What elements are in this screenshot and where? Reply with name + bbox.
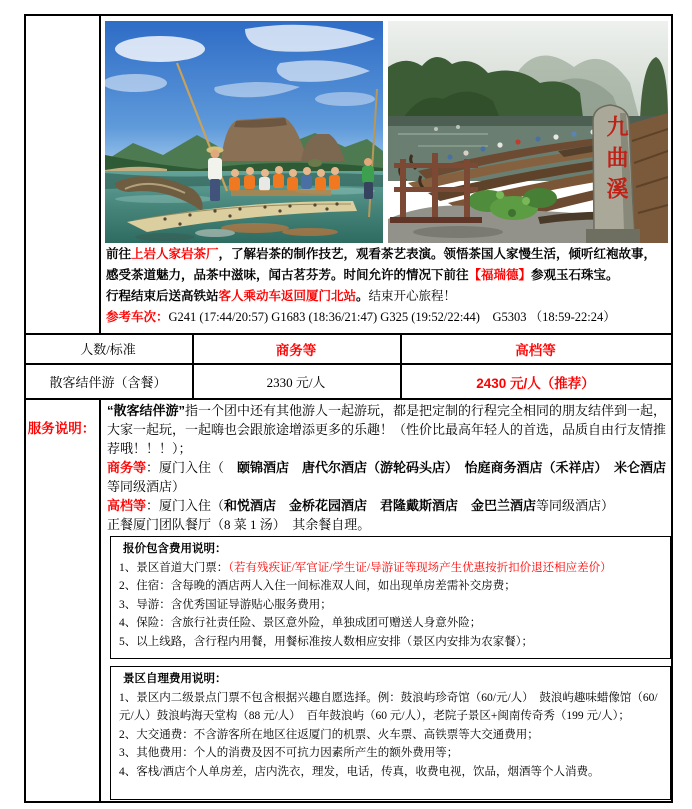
self-pay-fee-item: 1、景区内二级景点门票不包含根据兴趣自愿选择。例：鼓浪屿珍奇馆（60/元/人） 鼓浪屿趣味蜡像馆（60/元/人）鼓浪屿海天堂构（88 元/人） 百年鼓浪屿（60 元/人），老院子景区+闽南传奇秀（199 元/人）；: [119, 691, 658, 722]
itinerary-description: [106, 244, 668, 328]
grid-line: [99, 398, 101, 801]
included-fee-item: 5、以上线路，含行程内用餐，用餐标准按人数相应安排（景区内安排为农家餐）；: [119, 635, 533, 648]
included-fees-box: [110, 536, 671, 659]
grid-line: [24, 14, 673, 16]
included-fee-item: 4、保险：含旅行社责任险、景区意外险，单独成团可赠送人身意外险；: [119, 617, 482, 629]
grid-line: [671, 14, 673, 803]
grid-line: [24, 14, 26, 803]
self-pay-fee-item: 2、大交通费：不含游客所在地区往返厦门的机票、火车票、高铁票等大交通费用；: [119, 728, 539, 741]
pricing-header-highend: 高档等: [515, 342, 556, 358]
included-fee-item: 3、导游：含优秀国证导游贴心服务费用；: [119, 598, 332, 611]
wooden-railing: [390, 153, 482, 223]
service-note-body: [107, 401, 667, 534]
service-paragraph-meals: 正餐厦门团队餐厅（8 菜 1 汤） 其余餐自理。: [107, 517, 371, 532]
wuyishan-bamboo-raft-illustration: [105, 21, 383, 243]
pricing-business-price: 2330 元/人: [266, 375, 326, 390]
intro-paragraph-return: 行程结束后送高铁站客人乘动车返回厦门北站。结束开心旅程！: [106, 289, 457, 303]
intro-paragraph-tea-factory: 前往上岩人家岩茶厂，了解岩茶的制作技艺，观看茶艺表演。领悟茶国人家慢生活，倾听红袍故事，感受茶道魅力，品茶中滋味，闻古茗芬芳。时间允许的情况下前往【福瑞德】参观玉石珠宝。: [106, 247, 657, 282]
service-paragraph-business-hotels: 商务等：厦门入住（ 颐锦酒店 唐代尔酒店（游轮码头店） 怡庭商务酒店（禾祥店） 米仑酒店等同级酒店）: [107, 460, 667, 494]
included-fees-title: 报价包含费用说明：: [123, 543, 227, 555]
self-pay-fee-item: 4、客栈/酒店个人单房差，店内洗衣，理发，电话，传真，收费电视，饮品，烟酒等个人消费。: [119, 765, 600, 778]
grid-line: [99, 14, 101, 333]
self-pay-fee-item: 3、其他费用：个人的消费及因不可抗力因素所产生的额外费用等；: [119, 747, 459, 759]
service-paragraph-highend-hotels: 高档等：厦门入住（和悦酒店 金桥花园酒店 君隆戴斯酒店 金巴兰酒店等同级酒店）: [107, 498, 615, 513]
pricing-highend-price: 2430 元/人（推荐）: [476, 375, 595, 391]
included-fee-item: 2、住宿：含每晚的酒店两人入住一间标准双人间，如出现单房差需补交房费；: [119, 580, 516, 592]
self-pay-fees-title: 景区自理费用说明：: [123, 673, 227, 685]
wuyishan-bamboo-raft-photo: [105, 21, 383, 243]
included-fee-item: 1、景区首道大门票：（若有残疾证/军官证/学生证/导游证等现场产生优惠按折扣价退还相应差价）: [119, 561, 612, 574]
pricing-header-standard: 人数/标准: [80, 342, 136, 357]
service-note-label: 服务说明：: [27, 421, 96, 436]
grid-line: [24, 801, 673, 803]
pricing-header-business: 商务等: [275, 342, 317, 358]
self-pay-fees-box: [110, 666, 671, 800]
grid-line: [24, 398, 673, 400]
reference-trains-line: 参考车次：G241 (17:44/20:57) G1683 (18:36/21:47) G325 (19:52/22:44) G5303 （18:59-22:24）: [106, 310, 616, 324]
jiuqu-stream-sign-text: 九曲溪: [604, 115, 629, 208]
service-paragraph-group-tour: “散客结伴游”指一个团中还有其他游人一起游玩，都是把定制的行程完全相同的朋友结伴到一起，大家一起玩，一起嗨也会跟旅途增添更多的乐趣！（性价比最高年轻人的首选，品质自由行友情推荐哦！！！）；: [107, 403, 667, 456]
pricing-row-label: 散客结伴游（含餐）: [49, 375, 167, 390]
